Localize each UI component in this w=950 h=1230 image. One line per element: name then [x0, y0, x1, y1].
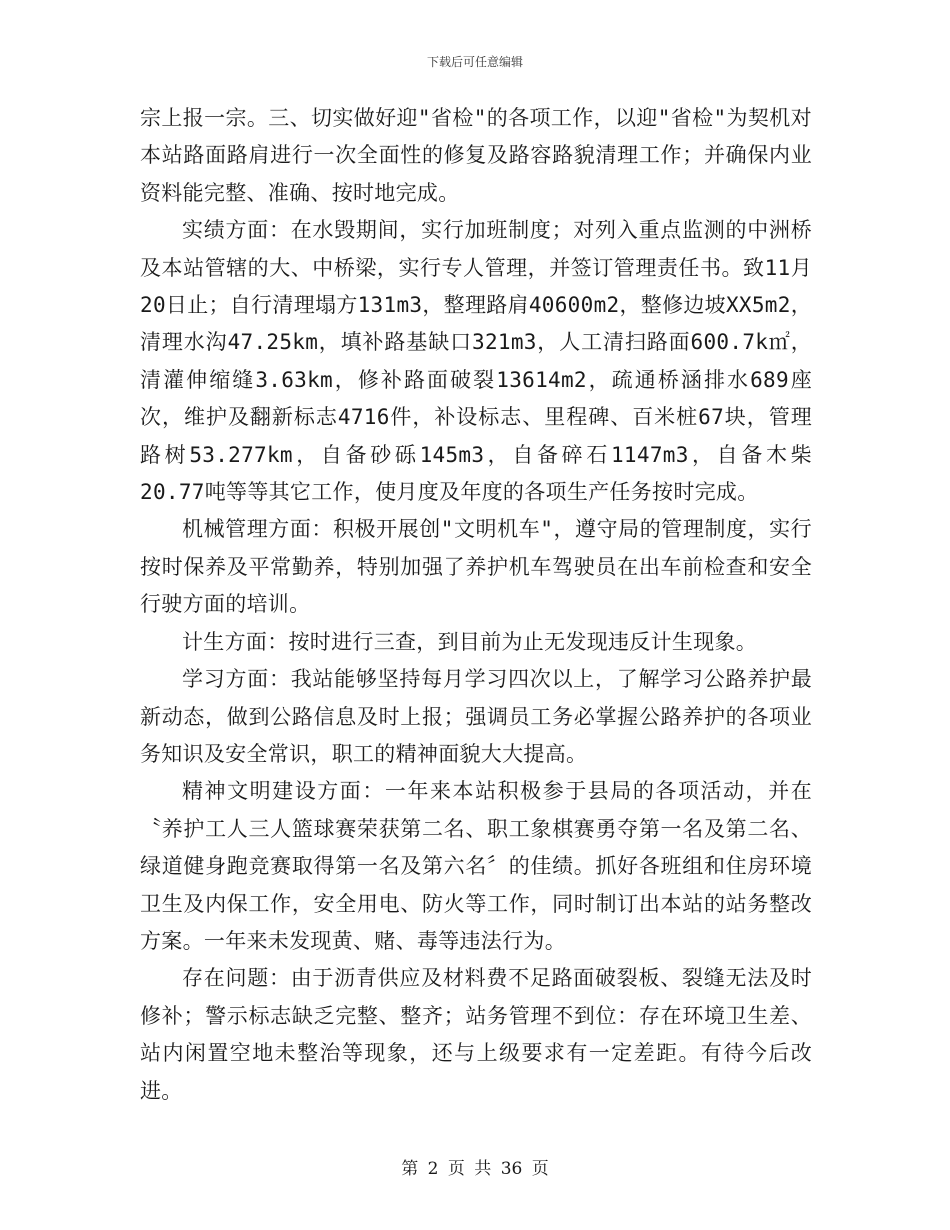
paragraph-family-planning: 计生方面：按时进行三查，到目前为止无发现违反计生现象。 — [182, 629, 758, 654]
paragraph-study: 学习方面：我站能够坚持每月学习四次以上，了解学习公路养护最新动态，做到公路信息及时上报；强调员工务必掌握公路养护的各项业务知识及安全常识，职工的精神面貌大大提高。 — [140, 667, 812, 766]
paragraph-problems: 存在问题：由于沥青供应及材料费不足路面破裂板、裂缝无法及时修补；警示标志缺乏完整、整齐；站务管理不到位：存在环境卫生差、站内闲置空地未整治等现象，还与上级要求有一定差距。有待今后改进。 — [140, 966, 812, 1103]
paragraph-civilization: 精神文明建设方面：一年来本站积极参于县局的各项活动，并在〝养护工人三人篮球赛荣获第二名、职工象棋赛勇夺第一名及第二名、绿道健身跑竞赛取得第一名及第六名〞的佳绩。抓好各班组和住房环境卫生及内保工作，安全用电、防火等工作，同时制订出本站的站务整改方案。一年来未发现黄、赌、毒等违法行为。 — [140, 779, 812, 953]
paragraph-achievements: 实绩方面：在水毁期间，实行加班制度；对列入重点监测的中洲桥及本站管辖的大、中桥梁，实行专人管理，并签订管理责任书。致11月20日止；自行清理塌方131m3，整理路肩40600m2，整修边坡XX5m2，清理水沟47.25km，填补路基缺口321m3，人工清扫路面600.7k㎡，清灌伸缩缝3.63km，修补路面破裂13614m2，疏通桥涵排水689座次，维护及翻新标志4716件，补设标志、里程碑、百米桩67块，管理路树53.277km，自备砂砾145m3，自备碎石1147m3，自备木柴20.77吨等等其它工作，使月度及年度的各项生产任务按时完成。 — [140, 218, 812, 505]
document-body — [140, 100, 812, 1110]
paragraph-machinery: 机械管理方面：积极开展创"文明机车"，遵守局的管理制度，实行按时保养及平常勤养，特别加强了养护机车驾驶员在出车前检查和安全行驶方面的培训。 — [140, 517, 812, 617]
page-header: 下载后可任意编辑 — [426, 55, 523, 69]
paragraph-continuation: 宗上报一宗。三、切实做好迎"省检"的各项工作，以迎"省检"为契机对本站路面路肩进行一次全面性的修复及路容路貌清理工作；并确保内业资料能完整、准确、按时地完成。 — [140, 106, 812, 205]
page-footer: 第 2 页 共 36 页 — [401, 1159, 549, 1179]
